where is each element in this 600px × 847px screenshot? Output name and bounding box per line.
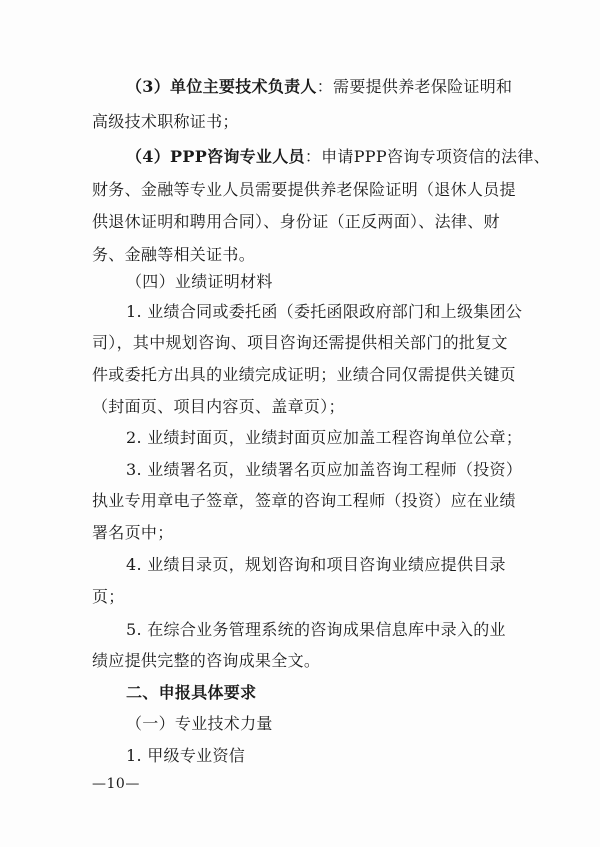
section-2-heading: 二、申报具体要求 (126, 683, 257, 702)
item-4-line-2: 页； (92, 587, 125, 606)
item-5-line-1: 5. 在综合业务管理系统的咨询成果信息库中录入的业 (126, 620, 506, 639)
paragraph-4-line-4: 务、金融等相关证书。 (92, 245, 256, 264)
item-1-line-2: 司），其中规划咨询、项目咨询还需提供相关部门的批复文 (92, 333, 508, 352)
sub-item-1: 1. 甲级专业资信 (126, 746, 246, 765)
paragraph-4-line-2: 财务、金融等专业人员需要提供养老保险证明（退休人员提 (92, 180, 516, 199)
item-3-line-2: 执业专用章电子签章，签章的咨询工程师（投资）应在业绩 (92, 491, 516, 510)
section-4-heading: （四）业绩证明材料 (126, 272, 273, 291)
subsection-1-heading: （一）专业技术力量 (126, 714, 273, 733)
item-1-line-3: 件或委托方出具的业绩完成证明；业绩合同仅需提供关键页 (92, 365, 516, 384)
paragraph-3-line-1 (126, 77, 512, 97)
paragraph-3-line-2: 高级技术职称证书； (92, 112, 239, 131)
paragraph-3-text: ：需要提供养老保险证明和 (316, 77, 513, 96)
paragraph-4-label: （4）PPP咨询专业人员 (126, 147, 305, 166)
item-1-line-1: 1. 业绩合同或委托函（委托函限政府部门和上级集团公 (126, 302, 523, 321)
paragraph-3-label: （3）单位主要技术负责人 (126, 77, 317, 96)
item-3-line-3: 署名页中； (92, 523, 174, 542)
item-2-line-1: 2. 业绩封面页，业绩封面页应加盖工程咨询单位公章； (126, 428, 523, 447)
item-5-line-2: 绩应提供完整的咨询成果全文。 (92, 651, 321, 670)
paragraph-4-text: ：申请PPP咨询专项资信的法律、 (304, 147, 550, 166)
item-3-line-1: 3. 业绩署名页，业绩署名页应加盖咨询工程师（投资） (126, 460, 523, 479)
item-1-line-4: （封面页、项目内容页、盖章页）； (92, 397, 345, 416)
paragraph-4-line-1 (126, 147, 550, 167)
item-4-line-1: 4. 业绩目录页，规划咨询和项目咨询业绩应提供目录 (126, 555, 506, 574)
page-number: —10— (92, 776, 140, 792)
paragraph-4-line-3: 供退休证明和聘用合同）、身份证（正反两面）、法律、财 (92, 212, 500, 231)
